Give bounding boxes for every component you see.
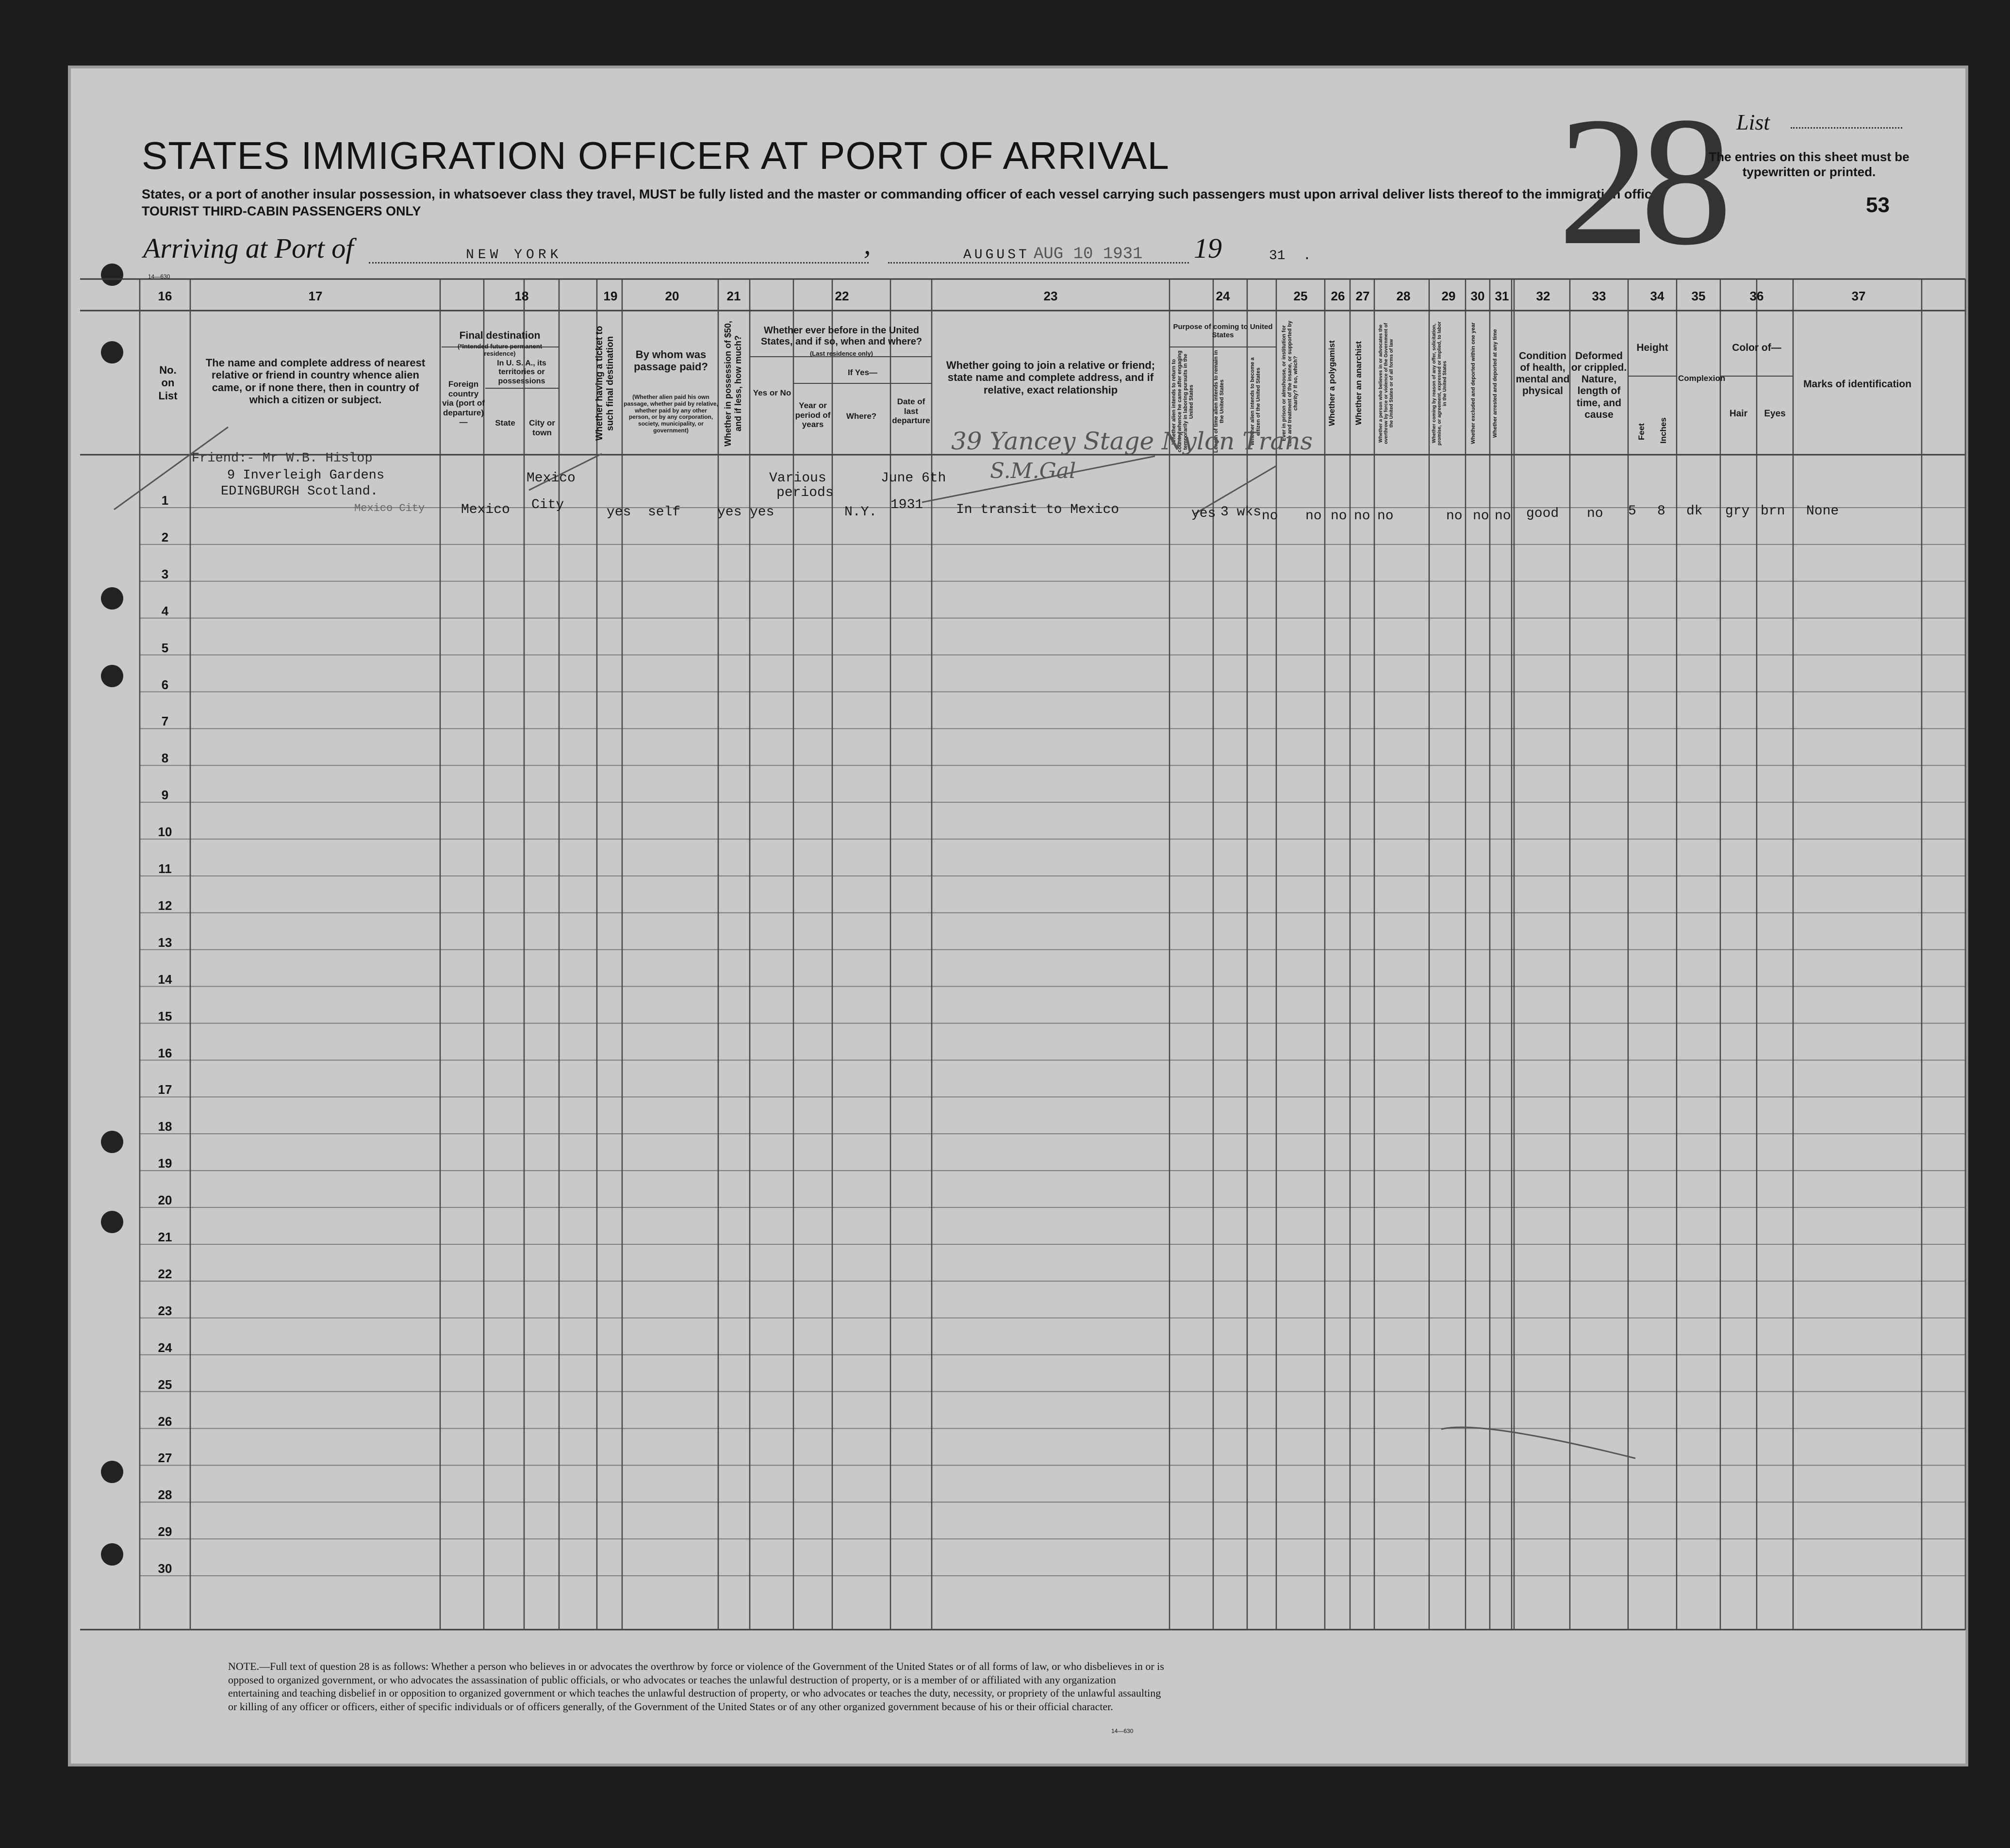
- eye-color: brn: [1761, 504, 1785, 519]
- column-number: 17: [308, 289, 323, 303]
- column-number: 26: [1331, 289, 1345, 303]
- column-number: 35: [1691, 289, 1706, 303]
- column-number: 21: [726, 289, 741, 303]
- row-number: 30: [158, 1561, 172, 1576]
- offer: no: [1446, 509, 1463, 524]
- month-value: AUGUST: [963, 248, 1030, 263]
- header-feet: Feet: [1637, 423, 1646, 441]
- row-number: 5: [161, 640, 169, 655]
- header-usa: In U. S. A., its territories or possessions: [497, 359, 546, 385]
- city-line-2: City: [531, 497, 564, 512]
- header-purpose: Purpose of coming to United States: [1173, 323, 1273, 340]
- column-number: 23: [1043, 289, 1058, 303]
- header-inches: Inches: [1659, 417, 1668, 444]
- form-code-bottom: 14—630: [1111, 1728, 1134, 1734]
- prison: no: [1305, 509, 1322, 524]
- column-number: 36: [1749, 289, 1764, 303]
- header-prison: Ever in prison or almshouse, or institution for care and treatment of the insane, or supported by charity? If so, which?: [1281, 320, 1299, 446]
- year-prefix: 19: [1194, 232, 1222, 264]
- joining-handwritten-2: S.M.Gal: [990, 459, 1076, 483]
- column-number: 30: [1470, 289, 1485, 303]
- column-number: 24: [1216, 289, 1230, 303]
- ever-before: yes: [750, 505, 774, 520]
- header-ever-before-sub: (Last residence only): [809, 350, 873, 357]
- complexion: dk: [1686, 504, 1703, 519]
- column-number: 22: [835, 289, 849, 303]
- comma: ,: [864, 229, 871, 260]
- row-number: 16: [158, 1045, 172, 1060]
- return-intent: yes: [1191, 506, 1216, 521]
- header-if-yes: If Yes—: [847, 368, 878, 377]
- row-number: 12: [158, 898, 172, 913]
- column-number: 34: [1650, 289, 1664, 303]
- header-anarchist: Whether an anarchist: [1354, 341, 1363, 426]
- row-number: 19: [158, 1156, 172, 1171]
- row-number: 22: [158, 1266, 172, 1281]
- relative-line-2: 9 Inverleigh Gardens: [227, 468, 385, 483]
- row-number: 29: [158, 1524, 172, 1539]
- column-number: 27: [1355, 289, 1370, 303]
- sheet-number: 53: [1866, 193, 1890, 217]
- header-yes-no: Yes or No: [753, 388, 791, 397]
- header-final-destination-sub: (*Intended future permanent residence): [457, 343, 543, 357]
- joining: In transit to Mexico: [956, 502, 1120, 517]
- column-number: 20: [665, 289, 679, 303]
- row-number: 13: [158, 935, 172, 950]
- row-number: 27: [158, 1451, 172, 1466]
- row-number: 15: [158, 1008, 172, 1023]
- row-number: 3: [161, 566, 169, 581]
- header-eyes: Eyes: [1764, 409, 1786, 419]
- column-number: 29: [1441, 289, 1456, 303]
- header-deformed: Deformed or crippled. Nature, length of time, and cause: [1571, 350, 1627, 420]
- form-code: 14—630: [148, 273, 170, 280]
- port-value: NEW YORK: [466, 248, 562, 263]
- header-length-stay: Length of time alien intends to remain in the United States: [1213, 350, 1225, 453]
- form-subtitle-class: TOURIST THIRD-CABIN PASSENGERS ONLY: [142, 204, 421, 218]
- height-inches: 8: [1657, 504, 1665, 519]
- joining-handwritten: 39 Yancey Stage Nylon Trans: [951, 427, 1313, 455]
- row-number: 6: [161, 677, 169, 692]
- header-hair: Hair: [1730, 409, 1747, 419]
- city-line-1: Mexico: [527, 471, 576, 486]
- row-number: 25: [158, 1377, 172, 1392]
- foreign-via: Mexico City: [354, 502, 425, 514]
- passage-paid: self: [648, 505, 681, 520]
- row-number: 20: [158, 1193, 172, 1208]
- row-number: 24: [158, 1340, 172, 1355]
- state: Mexico: [461, 502, 510, 517]
- header-overthrow: Whether a person who believes in or advocates the overthrow by force or violence of the Government of the United States or of all forms of law: [1378, 323, 1394, 444]
- year-suffix: 31: [1269, 248, 1285, 264]
- length-stay: 3 wks: [1220, 505, 1262, 520]
- column-number: 32: [1536, 289, 1550, 303]
- header-city: City or town: [529, 418, 555, 437]
- ticket: yes: [607, 505, 631, 520]
- periods-line-2: periods: [776, 485, 834, 500]
- header-ticket: Whether having a ticket to such final destination: [594, 326, 615, 441]
- row-number: 7: [161, 714, 169, 729]
- header-final-destination: Final destination: [459, 330, 541, 341]
- health: good: [1526, 506, 1559, 521]
- header-return-intent: Whether alien intends to return to country whence he came after engaging temporarily in laboring pursuits in the United States: [1171, 350, 1194, 453]
- row-number: 1: [161, 493, 169, 508]
- column-number: 25: [1293, 289, 1308, 303]
- header-color-of: Color of—: [1732, 342, 1781, 353]
- row-number: 4: [161, 603, 169, 618]
- row-number: 11: [158, 861, 172, 876]
- header-joining: Whether going to join a relative or friend; state name and complete address, and if relative, exact relationship: [946, 359, 1155, 396]
- date-stamp: AUG 10 1931: [1034, 245, 1143, 264]
- row-number: 28: [158, 1487, 172, 1502]
- header-citizen: Whether alien intends to become a citizen of the United States: [1250, 357, 1261, 446]
- row-number: 2: [161, 529, 169, 544]
- form-subtitle: States, or a port of another insular possession, in whatsoever class they travel, MUST be fully listed and the master or commanding officer of each vessel carrying such passengers must upon arrival deliver lists thereof to the immigration officer: [142, 187, 1664, 201]
- row-number: 23: [158, 1303, 172, 1318]
- header-health: Condition of health, mental and physical: [1516, 350, 1570, 397]
- row-number: 18: [158, 1119, 172, 1134]
- row-number: 9: [161, 788, 169, 803]
- header-passage: By whom was passage paid?: [634, 348, 708, 373]
- row-number: 21: [158, 1230, 172, 1244]
- header-passage-sub: (Whether alien paid his own passage, whether paid by relative, whether paid by any other person, or by any corporation, society, municipality, or government): [624, 394, 718, 434]
- arrested: no: [1495, 509, 1511, 524]
- row-number: 26: [158, 1414, 172, 1429]
- row-number: 10: [158, 825, 172, 840]
- header-ever-before: Whether ever before in the United States, and if so, when and where?: [760, 325, 923, 347]
- hair-color: gry: [1725, 504, 1750, 519]
- header-marks: Marks of identification: [1803, 379, 1911, 390]
- date-line-2: 1931: [890, 497, 923, 512]
- header-foreign-via: Foreign country via (port of departure)—: [442, 380, 485, 427]
- header-height: Height: [1636, 342, 1668, 353]
- header-complexion: Complexion: [1678, 374, 1726, 383]
- relative-line-1: Friend:- Mr W.B. Hislop: [192, 451, 373, 466]
- header-date-departure: Date of last departure: [892, 397, 930, 426]
- deformed: no: [1587, 506, 1603, 521]
- marks: None: [1806, 504, 1839, 519]
- list-number-stamp: 28: [1558, 79, 1723, 283]
- anarchist: no: [1354, 509, 1370, 524]
- column-number: 18: [514, 289, 529, 303]
- header-year-period: Year or period of years: [795, 401, 831, 429]
- header-state: State: [495, 418, 515, 428]
- header-money: Whether in possession of $50, and if less, how much?: [723, 320, 743, 446]
- row-number: 17: [158, 1082, 172, 1097]
- relative-line-3: EDINGBURGH Scotland.: [221, 484, 379, 499]
- height-feet: 5: [1628, 504, 1636, 519]
- money: yes: [717, 505, 742, 520]
- header-offer: Whether coming by reason of any offer, solicitation, promise, or agreement, expressed or implied, to labor in the United States: [1432, 321, 1448, 446]
- entries-note: The entries on this sheet must be typewritten or printed.: [1709, 149, 1910, 179]
- header-polygamist: Whether a polygamist: [1327, 340, 1336, 427]
- footer-note: NOTE.—Full text of question 28 is as follows: Whether a person who believes in or advocates the overthrow by force or violence of the Government of the United States or of all forms of law, or who disbelieves in or is opposed to organized government, or who advocates the assassination of public officials, or who advocates or teaches the unlawful destruction of property, or is a member of or affiliated with any organization entertaining and teaching disbelief in or opposition to organized government or which teaches the unlawful destruction of property, or who advocates or teaches the duty, necessity, or propriety of the unlawful assaulting or killing of any officer or officers, either of specific individuals or of officers generally, of the Government of the United States or of any other organized government because of his or their official character.: [228, 1660, 1164, 1713]
- periods-line-1: Various: [769, 471, 826, 486]
- column-number: 37: [1851, 289, 1866, 303]
- where: N.Y.: [844, 505, 877, 520]
- column-number: 16: [158, 289, 172, 303]
- polygamist: no: [1331, 509, 1347, 524]
- form-title: STATES IMMIGRATION OFFICER AT PORT OF ARRIVAL: [142, 134, 1170, 177]
- row-number: 14: [158, 972, 172, 987]
- excluded: no: [1473, 509, 1489, 524]
- date-line-1: June 6th: [881, 471, 946, 486]
- header-excluded: Whether excluded and deported within one year: [1470, 322, 1476, 445]
- column-number: 28: [1396, 289, 1411, 303]
- header-relative: The name and complete address of nearest relative or friend in country whence alien came, or if none there, then in country of which a citizen or subject.: [205, 357, 426, 406]
- column-number: 31: [1495, 289, 1509, 303]
- header-no-on-list: No. on List: [158, 364, 178, 402]
- header-arrested: Whether arrested and deported at any time: [1492, 329, 1498, 438]
- arriving-label: Arriving at Port of: [143, 232, 354, 264]
- list-label: List: [1736, 110, 1770, 134]
- header-where: Where?: [846, 412, 877, 421]
- overthrow: no: [1377, 509, 1394, 524]
- row-number: 8: [161, 751, 169, 766]
- citizen: no: [1262, 509, 1278, 524]
- column-number: 33: [1592, 289, 1606, 303]
- column-number: 19: [603, 289, 618, 303]
